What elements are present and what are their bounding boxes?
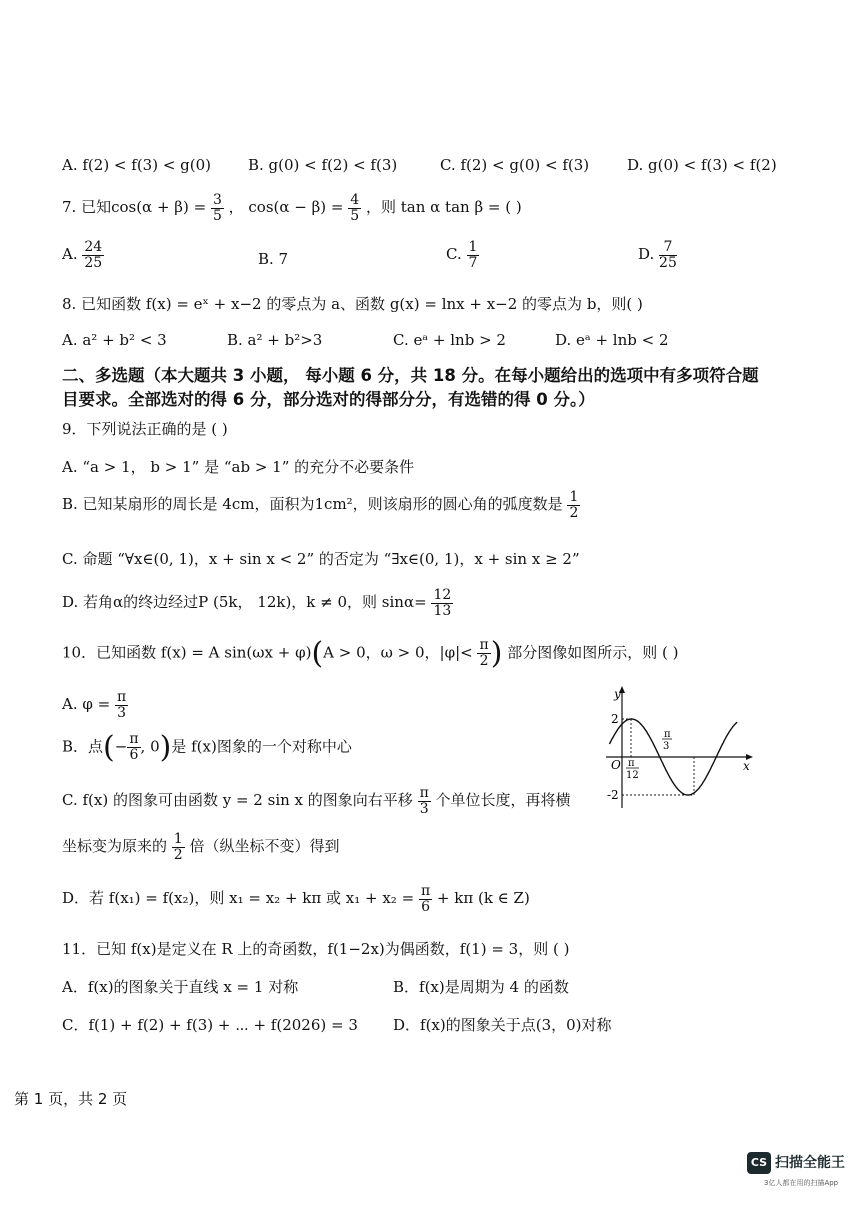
q6-option-d: D. g(0) < f(3) < f(2) — [627, 156, 777, 174]
scanner-logo: CS — [747, 1152, 771, 1174]
q8-option-a: A. a² + b² < 3 — [62, 331, 167, 349]
q7-option-a: A. $\frac{24}{25}$ — [62, 239, 103, 271]
question-10-stem: 10．已知函数 f(x) = A sin(ωx + φ)(A > 0，ω > 0，|φ|< $\frac{\pi}{2}$ ) 部分图像如图所示，则 ( ) — [62, 636, 679, 671]
x-tick-12: 12 — [626, 770, 639, 781]
scanner-tagline: 3亿人都在用的扫描App — [764, 1179, 839, 1187]
page-footer: 第 1 页，共 2 页 — [14, 1090, 128, 1108]
question-11-stem: 11．已知 f(x)是定义在 R 上的奇函数，f(1−2x)为偶函数，f(1) = 3，则 ( ) — [62, 940, 570, 958]
zero-label-pi: π — [664, 729, 671, 740]
q11-option-a: A．f(x)的图象关于直线 x = 1 对称 — [62, 978, 299, 996]
zero-label-3: 3 — [663, 741, 670, 752]
question-9-stem: 9．下列说法正确的是 ( ) — [62, 420, 228, 438]
q8-option-b: B. a² + b²>3 — [227, 331, 323, 349]
q10-option-a: A. φ = $\frac{\pi}{3}$ — [62, 689, 127, 721]
q6-option-b: B. g(0) < f(2) < f(3) — [248, 156, 398, 174]
q7-option-d: D. $\frac{7}{25}$ — [638, 239, 677, 271]
scanner-app-name: 扫描全能王 — [775, 1155, 845, 1171]
y-min-label: -2 — [607, 788, 619, 802]
fraction: $\frac{4}{5}$ — [350, 192, 360, 224]
q8-option-d: D. eᵃ + lnb < 2 — [555, 331, 669, 349]
q10-option-c: C. f(x) 的图象可由函数 y = 2 sin x 的图象向右平移 $\frac{\pi}{3}$ 个单位长度，再将横 — [62, 785, 571, 817]
q7-option-c: C. $\frac{1}{7}$ — [446, 239, 478, 271]
section-heading: 二、多选题（本大题共 3 小题， 每小题 6 分，共 18 分。在每小题给出的选项中有多项符合题 — [62, 366, 759, 385]
question-8-stem: 8. 已知函数 f(x) = eˣ + x−2 的零点为 a、函数 g(x) = lnx + x−2 的零点为 b，则( ) — [62, 295, 643, 313]
q11-option-c: C．f(1) + f(2) + f(3) + ⋯ + f(2026) = 3 — [62, 1016, 358, 1034]
q9-option-c: C. 命题 “∀x∈(0, 1)，x + sin x < 2” 的否定为 “∃x∈(0, 1)，x + sin x ≥ 2” — [62, 550, 580, 568]
q10-option-c-cont: 坐标变为原来的 $\frac{1}{2}$ 倍（纵坐标不变）得到 — [62, 831, 340, 863]
q11-option-b: B．f(x)是周期为 4 的函数 — [393, 978, 569, 996]
q6-option-a: A. f(2) < f(3) < g(0) — [62, 156, 212, 174]
x-tick-pi: π — [628, 758, 635, 769]
question-7-stem: 7. 已知cos(α + β) = $\frac{3}{5}$ ， cos(α − β) = $\frac{4}{5}$ ，则 tan α tan β = ( ) — [62, 192, 522, 224]
sine-graph — [598, 684, 758, 812]
q8-option-c: C. eᵃ + lnb > 2 — [393, 331, 506, 349]
q9-option-b: B. 已知某扇形的周长是 4cm，面积为1cm²，则该扇形的圆心角的弧度数是 $\frac{1}{2}$ — [62, 489, 579, 521]
q6-option-c: C. f(2) < g(0) < f(3) — [440, 156, 590, 174]
q11-option-d: D．f(x)的图象关于点(3，0)对称 — [393, 1016, 612, 1034]
section-heading-cont: 目要求。全部选对的得 6 分，部分选对的得部分分，有选错的得 0 分。） — [62, 390, 595, 409]
q9-option-d: D. 若角α的终边经过P (5k， 12k)，k ≠ 0，则 sinα= $\frac{12}{13}$ — [62, 587, 452, 619]
q10-option-d: D．若 f(x₁) = f(x₂)，则 x₁ = x₂ + kπ 或 x₁ + x₂ = $\frac{\pi}{6}$ + kπ (k ∈ Z) — [62, 883, 530, 915]
x-axis-label: x — [743, 759, 750, 773]
origin-label: O — [611, 758, 621, 772]
q9-option-a: A. “a > 1， b > 1” 是 “ab > 1” 的充分不必要条件 — [62, 458, 415, 476]
fraction: $\frac{3}{5}$ — [212, 192, 222, 224]
y-max-label: 2 — [611, 712, 619, 726]
q10-option-b: B．点(− $\frac{\pi}{6}$ , 0)是 f(x)图象的一个对称中心 — [62, 730, 352, 765]
y-axis-label: y — [614, 687, 621, 701]
q7-option-b: B. 7 — [258, 250, 289, 268]
